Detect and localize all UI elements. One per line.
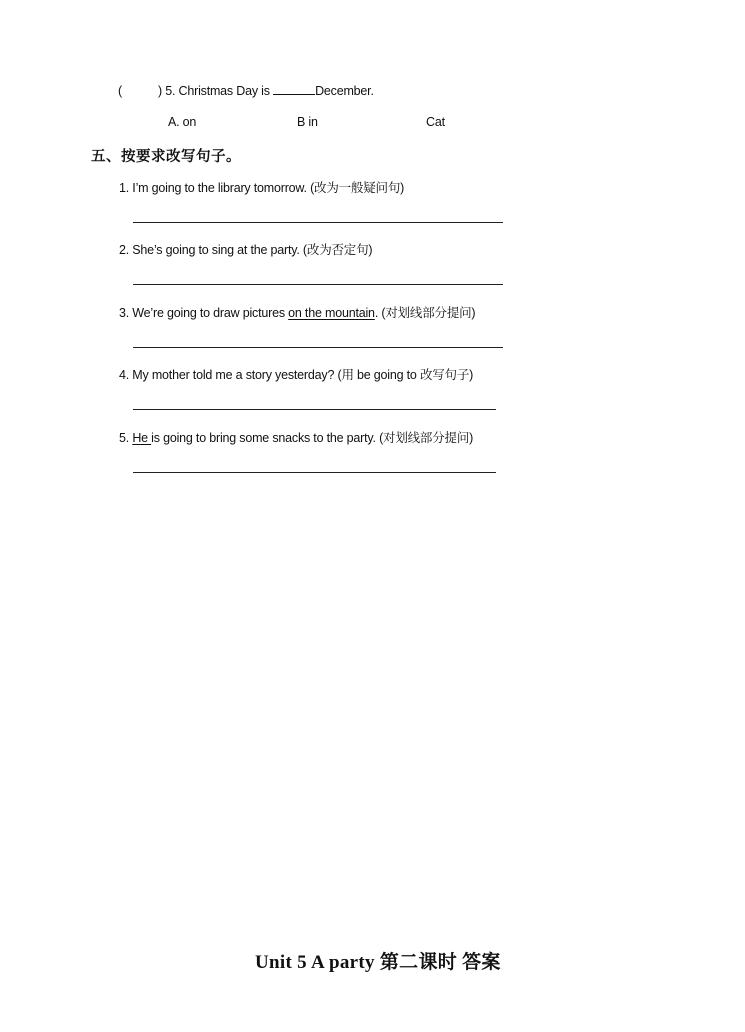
section-heading: 五、按要求改写句子。: [91, 149, 241, 165]
answer-title: Unit 5 A party 第二课时 答案: [255, 952, 501, 973]
item-text: 3. We’re going to draw pictures: [119, 306, 289, 320]
rewrite-item-2: [119, 240, 372, 258]
rewrite-item-3: [119, 303, 475, 321]
underlined-subject: He: [132, 431, 152, 445]
rewrite-item-4: [119, 365, 473, 383]
question-5: [118, 84, 374, 98]
item-text: 1. I’m going to the library tomorrow. (改为一般疑问句): [119, 181, 405, 195]
answer-line-4: [133, 409, 496, 410]
item-text-end: . (对划线部分提问): [374, 306, 476, 320]
question-text-after: December.: [315, 84, 374, 98]
item-text: 4. My mother told me a story yesterday? (用 be going to 改写句子): [119, 368, 474, 382]
rewrite-item-1: [119, 178, 404, 196]
paren-close: ): [157, 84, 162, 98]
fill-blank: [273, 84, 315, 95]
paren-open: (: [118, 84, 122, 98]
rewrite-item-5: [119, 428, 473, 446]
question-text-before: Christmas Day is: [178, 84, 270, 98]
answer-line-5: [133, 472, 496, 473]
option-c: Cat: [426, 115, 445, 129]
option-a: A. on: [168, 115, 197, 129]
answer-line-3: [133, 347, 503, 348]
option-b: B in: [297, 115, 318, 129]
answer-line-1: [133, 222, 503, 223]
underlined-phrase: on the mountain: [288, 306, 375, 320]
answer-line-2: [133, 284, 503, 285]
item-text: 5.: [119, 431, 133, 445]
question-number: 5.: [165, 84, 176, 98]
item-text-end: is going to bring some snacks to the party. (对划线部分提问): [151, 431, 474, 445]
item-text: 2. She’s going to sing at the party. (改为否定句): [119, 243, 373, 257]
